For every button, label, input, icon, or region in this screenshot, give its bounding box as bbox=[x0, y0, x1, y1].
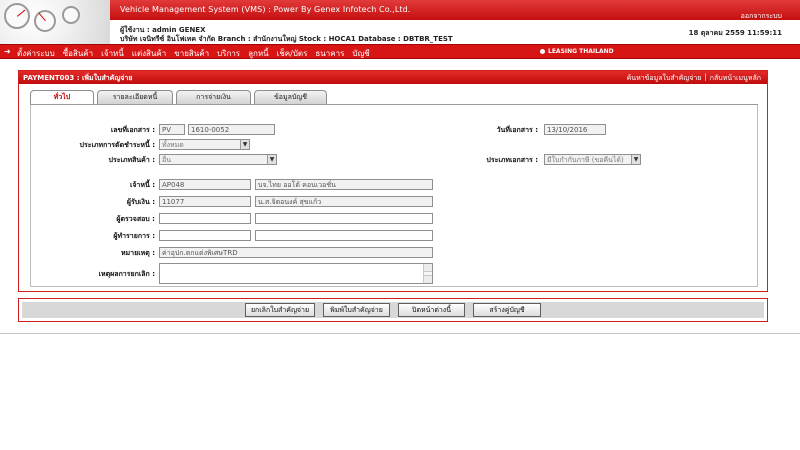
app-title: Vehicle Management System (VMS) : Power By Genex Infotech Co.,Ltd. bbox=[120, 5, 411, 14]
payment-voucher-panel bbox=[18, 70, 768, 292]
product-type-select[interactable] bbox=[159, 154, 277, 165]
product-type-label: ประเภทสินค้า : bbox=[108, 156, 155, 164]
button-bar-inner bbox=[22, 302, 764, 318]
leasing-link[interactable] bbox=[540, 48, 614, 55]
gauge-logo-icon bbox=[0, 0, 110, 44]
menu-item-settings[interactable]: ตั้งค่าระบบ bbox=[17, 49, 55, 58]
menu-item-service[interactable]: บริการ bbox=[217, 49, 241, 58]
logout-link[interactable]: ออกจากระบบ bbox=[740, 12, 782, 20]
app-header bbox=[0, 0, 800, 44]
cancel-reason-textarea[interactable] bbox=[159, 263, 433, 284]
payee-label: ผู้รับเงิน : bbox=[126, 198, 155, 206]
checker-label: ผู้ตรวจสอบ : bbox=[116, 215, 155, 223]
menu-item-decorate[interactable]: แต่งสินค้า bbox=[131, 49, 167, 58]
product-type-value: อื่น bbox=[162, 156, 171, 164]
menu-item-accounting[interactable]: บัญชี bbox=[352, 49, 370, 58]
creditor-label: เจ้าหนี้ : bbox=[129, 181, 155, 189]
doc-type-value: มีใบกำกับภาษี (ขอคืนได้) bbox=[547, 156, 624, 164]
tab-account-info[interactable]: ข้อมูลบัญชี bbox=[254, 90, 327, 104]
menu-item-creditors[interactable]: เจ้าหนี้ bbox=[101, 49, 124, 58]
cancel-reason-label: เหตุผลการยกเลิก : bbox=[98, 270, 155, 278]
tab-debt-details[interactable]: รายละเอียดหนี้ bbox=[97, 90, 173, 104]
tab-payment[interactable]: การจ่ายเงิน bbox=[176, 90, 251, 104]
leasing-label: LEASING THAILAND bbox=[548, 48, 614, 55]
checker-name-field[interactable] bbox=[255, 213, 433, 224]
menu-item-purchase[interactable]: ซื้อสินค้า bbox=[62, 49, 94, 58]
panel-titlebar bbox=[19, 71, 767, 84]
general-form bbox=[30, 105, 758, 287]
debt-type-select[interactable] bbox=[159, 139, 250, 150]
debt-type-value: ทั้งหมด bbox=[162, 141, 184, 149]
doc-date-field[interactable]: 13/10/2016 bbox=[544, 124, 606, 135]
doc-type-select[interactable] bbox=[544, 154, 641, 165]
create-account-pair-button[interactable]: สร้างคู่บัญชี bbox=[473, 303, 541, 317]
doc-no-prefix-field[interactable]: PV bbox=[159, 124, 185, 135]
textarea-scrollbar[interactable] bbox=[423, 264, 432, 283]
checker-code-field[interactable] bbox=[159, 213, 251, 224]
recorder-label: ผู้ทำรายการ : bbox=[113, 232, 155, 240]
menu-item-bank[interactable]: ธนาคาร bbox=[315, 49, 345, 58]
chevron-down-icon: ▼ bbox=[631, 155, 640, 164]
debt-type-label: ประเภทการตัดชำระหนี้ : bbox=[79, 141, 155, 149]
panel-title: PAYMENT003 : เพิ่มใบสำคัญจ่าย bbox=[23, 74, 133, 82]
creditor-code-field[interactable]: AP048 bbox=[159, 179, 251, 190]
recorder-name-field[interactable] bbox=[255, 230, 433, 241]
remark-field[interactable]: ค่าอุปก.ตกแต่งพิเศษTRD bbox=[159, 247, 433, 258]
payee-code-field[interactable]: 11077 bbox=[159, 196, 251, 207]
action-button-bar bbox=[18, 298, 768, 322]
link-separator: | bbox=[704, 73, 707, 81]
print-voucher-button[interactable]: พิมพ์ใบสำคัญจ่าย bbox=[323, 303, 390, 317]
chevron-down-icon: ▼ bbox=[240, 140, 249, 149]
menu-item-cheque-card[interactable]: เช็ค/บัตร bbox=[276, 49, 308, 58]
scroll-up-icon[interactable] bbox=[424, 264, 432, 272]
current-datetime: 18 ตุลาคม 2559 11:59:11 bbox=[688, 29, 782, 37]
chevron-down-icon: ▼ bbox=[267, 155, 276, 164]
remark-label: หมายเหตุ : bbox=[120, 249, 155, 257]
bullet-icon bbox=[540, 49, 545, 54]
recorder-code-field[interactable] bbox=[159, 230, 251, 241]
tab-general[interactable]: ทั่วไป bbox=[30, 90, 94, 104]
menu-items bbox=[17, 47, 370, 60]
page-divider bbox=[0, 333, 800, 334]
doc-no-label: เลขที่เอกสาร : bbox=[110, 126, 155, 134]
cancel-voucher-button[interactable]: ยกเลิกใบสำคัญจ่าย bbox=[245, 303, 315, 317]
doc-type-label: ประเภทเอกสาร : bbox=[486, 156, 538, 164]
doc-date-label: วันที่เอกสาร : bbox=[496, 126, 538, 134]
doc-no-field[interactable]: 1610-0052 bbox=[188, 124, 275, 135]
arrow-right-icon: ➜ bbox=[4, 47, 11, 56]
user-info: ผู้ใช้งาน : admin GENEX bbox=[120, 26, 206, 34]
scroll-down-icon[interactable] bbox=[424, 275, 432, 283]
main-menu-bar bbox=[0, 44, 800, 59]
payee-name-field[interactable]: น.ส.จิตอนงค์ สุขแก้ว bbox=[255, 196, 433, 207]
company-branch-info: บริษัท เจนิทรีซ์ อินโฟเทค จำกัด Branch : สำนักงานใหญ่ Stock : HOCA1 Database : DBTBR_TEST bbox=[120, 35, 453, 43]
menu-item-debtors[interactable]: ลูกหนี้ bbox=[248, 49, 269, 58]
search-voucher-link[interactable]: ค้นหาข้อมูลใบสำคัญจ่าย bbox=[626, 74, 702, 82]
menu-item-sales[interactable]: ขายสินค้า bbox=[174, 49, 210, 58]
tab-strip bbox=[30, 90, 327, 104]
creditor-name-field[interactable]: บจ.ไทย ออโต้ คอนเวอชั่น bbox=[255, 179, 433, 190]
back-to-main-menu-link[interactable]: กลับหน้าเมนูหลัก bbox=[709, 74, 761, 82]
close-window-button[interactable]: ปิดหน้าต่างนี้ bbox=[398, 303, 465, 317]
panel-links bbox=[627, 73, 761, 84]
